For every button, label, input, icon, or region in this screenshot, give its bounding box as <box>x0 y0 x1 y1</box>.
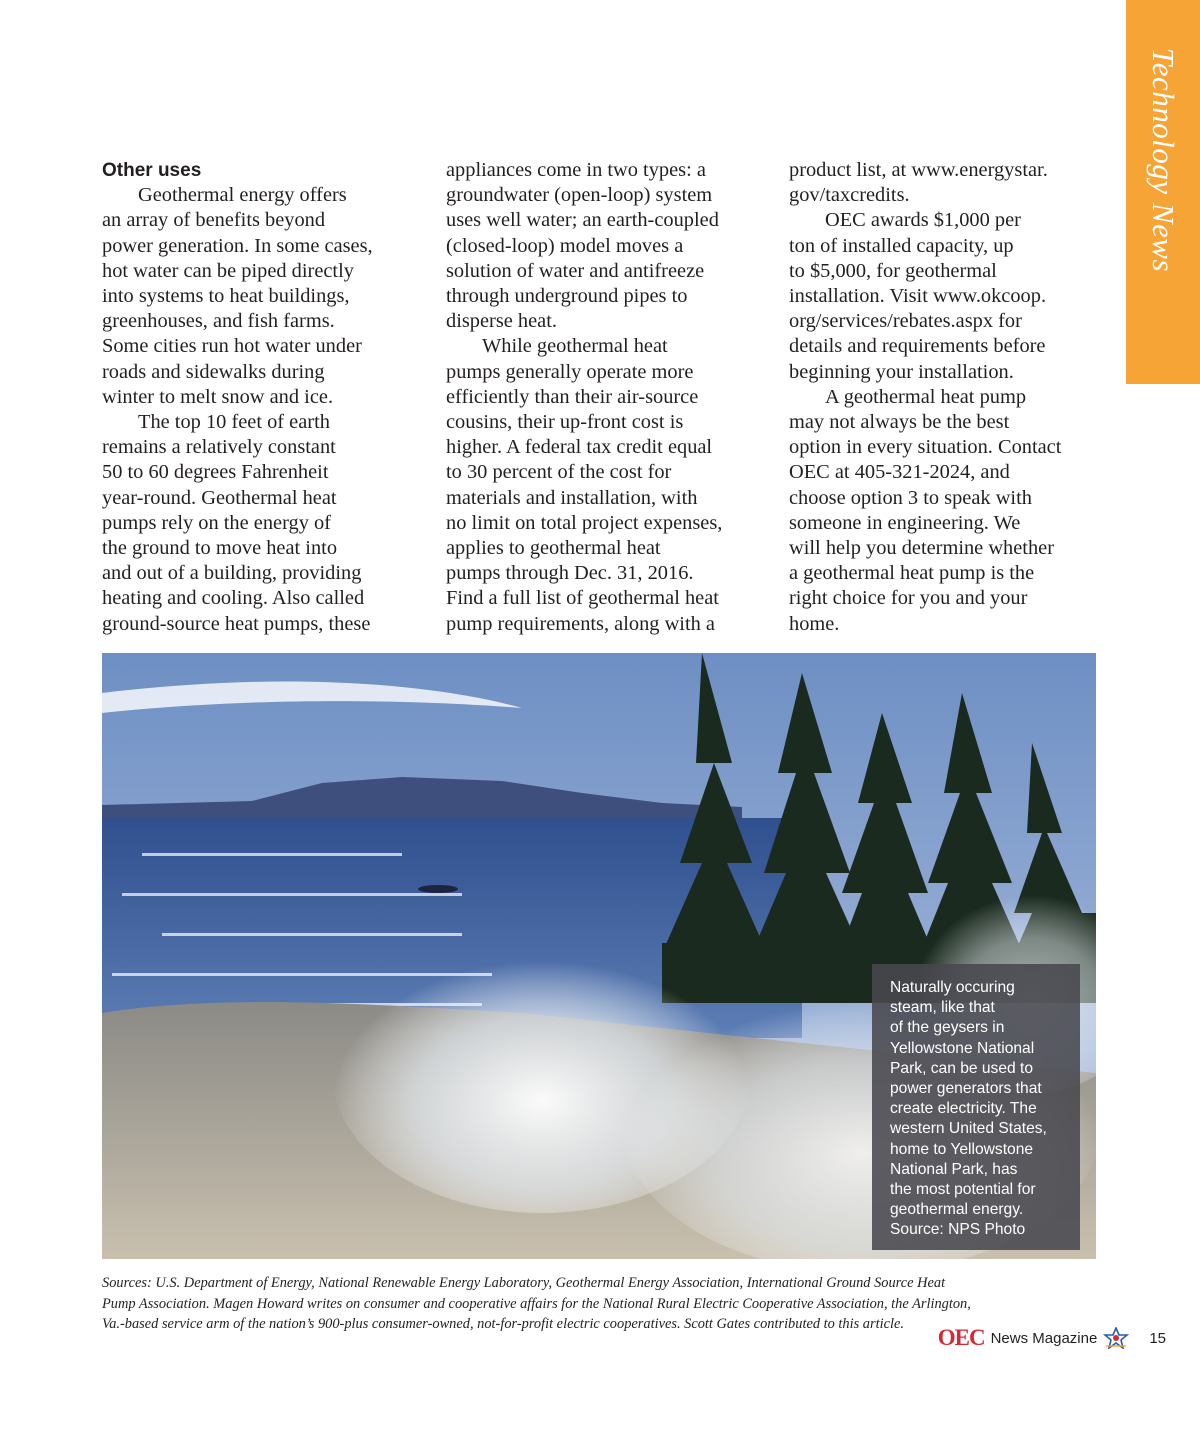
page-footer <box>938 1325 1166 1351</box>
text-line: option in every situation. Contact <box>789 436 1062 459</box>
text-line: pump requirements, along with a <box>446 612 715 635</box>
text-line: higher. A federal tax credit equal <box>446 436 713 459</box>
text-line: winter to melt snow and ice. <box>102 385 334 408</box>
text-line: into systems to heat buildings, <box>102 285 350 308</box>
text-line: Some cities run hot water under <box>102 335 362 358</box>
text-line: Find a full list of geothermal heat <box>446 587 719 610</box>
photo-caption: Naturally occuring steam, like that of the geysers in Yellowstone National Park, can be used to power generators that create electricity. The western United States, home to Yellowstone National Park, has the most potential for geothermal energy. Source: NPS Photo <box>890 979 1047 1239</box>
text-line: home. <box>789 612 840 635</box>
text-line: will help you determine whether <box>789 537 1054 560</box>
text-line: to 30 percent of the cost for <box>446 461 672 484</box>
text-line: The top 10 feet of earth <box>138 411 330 434</box>
boat <box>418 885 458 893</box>
text-line: pumps rely on the energy of <box>102 511 331 534</box>
section-tab-label: Technology News <box>1146 47 1181 273</box>
text-line: year-round. Geothermal heat <box>102 486 337 509</box>
oec-logo: OEC <box>937 1325 985 1350</box>
text-line: the ground to move heat into <box>102 537 338 560</box>
text-line: and out of a building, providing <box>102 562 362 585</box>
text-line: materials and installation, with <box>446 486 698 509</box>
section-tab <box>1126 0 1200 384</box>
photo-caption-box <box>872 964 1080 1250</box>
text-line: pumps through Dec. 31, 2016. <box>446 562 694 585</box>
text-line: product list, at www.energystar. <box>789 159 1048 181</box>
geyser-photo <box>102 653 1096 1259</box>
text-line: solution of water and antifreeze <box>446 259 705 282</box>
text-line: org/services/rebates.aspx for <box>789 310 1022 333</box>
article-column-1 <box>102 158 432 637</box>
text-line: to $5,000, for geothermal <box>789 259 997 282</box>
text-line: choose option 3 to speak with <box>789 486 1032 509</box>
text-line: details and requirements before <box>789 335 1046 358</box>
text-line: heating and cooling. Also called <box>102 587 365 610</box>
article-column-3 <box>789 158 1119 637</box>
text-line: disperse heat. <box>446 310 557 333</box>
text-line: no limit on total project expenses, <box>446 511 723 534</box>
text-line: uses well water; an earth-coupled <box>446 209 719 232</box>
text-line: appliances come in two types: a <box>446 159 706 181</box>
text-line: an array of benefits beyond <box>102 209 326 232</box>
text-line: installation. Visit www.okcoop. <box>789 285 1047 308</box>
text-line: through underground pipes to <box>446 285 688 308</box>
text-line: (closed-loop) model moves a <box>446 234 684 257</box>
magazine-name: News Magazine <box>990 1329 1098 1347</box>
text-line: While geothermal heat <box>482 335 668 358</box>
text-line: greenhouses, and fish farms. <box>102 310 335 333</box>
text-line: applies to geothermal heat <box>446 537 661 560</box>
text-line: beginning your installation. <box>789 360 1014 383</box>
text-line: a geothermal heat pump is the <box>789 562 1035 585</box>
text-line: A geothermal heat pump <box>825 385 1027 408</box>
page-number: 15 <box>1149 1329 1166 1347</box>
text-line: hot water can be piped directly <box>102 259 354 282</box>
text-line: 50 to 60 degrees Fahrenheit <box>102 461 329 484</box>
sources-note: Sources: U.S. Department of Energy, National Renewable Energy Laboratory, Geothermal Energy Association, International Ground Source Heat Pump Association. Magen Howard writes on consumer and cooperative affairs for the National Rural Electric Cooperative Association, the Arlington, Va.-based service arm of the nation’s 900-plus consumer-owned, not-for-profit electric cooperatives. Scott Gates contributed to this article. <box>102 1275 971 1332</box>
text-line: roads and sidewalks during <box>102 360 325 383</box>
text-line: someone in engineering. We <box>789 511 1021 534</box>
text-line: Geothermal energy offers <box>138 184 347 207</box>
text-line: ground-source heat pumps, these <box>102 612 371 635</box>
text-line: OEC awards $1,000 per <box>825 209 1021 232</box>
text-line: remains a relatively constant <box>102 436 336 459</box>
text-line: groundwater (open-loop) system <box>446 184 713 207</box>
text-line: may not always be the best <box>789 411 1010 434</box>
text-line: OEC at 405-321-2024, and <box>789 461 1010 484</box>
text-line: power generation. In some cases, <box>102 234 373 257</box>
text-line: cousins, their up-front cost is <box>446 411 684 434</box>
cooperative-star-icon <box>1103 1327 1129 1349</box>
section-heading: Other uses <box>102 160 202 181</box>
text-line: pumps generally operate more <box>446 360 694 383</box>
article-column-2 <box>446 158 776 637</box>
text-line: efficiently than their air-source <box>446 385 699 408</box>
text-line: ton of installed capacity, up <box>789 234 1014 257</box>
text-line: right choice for you and your <box>789 587 1028 610</box>
text-line: gov/taxcredits. <box>789 184 910 207</box>
